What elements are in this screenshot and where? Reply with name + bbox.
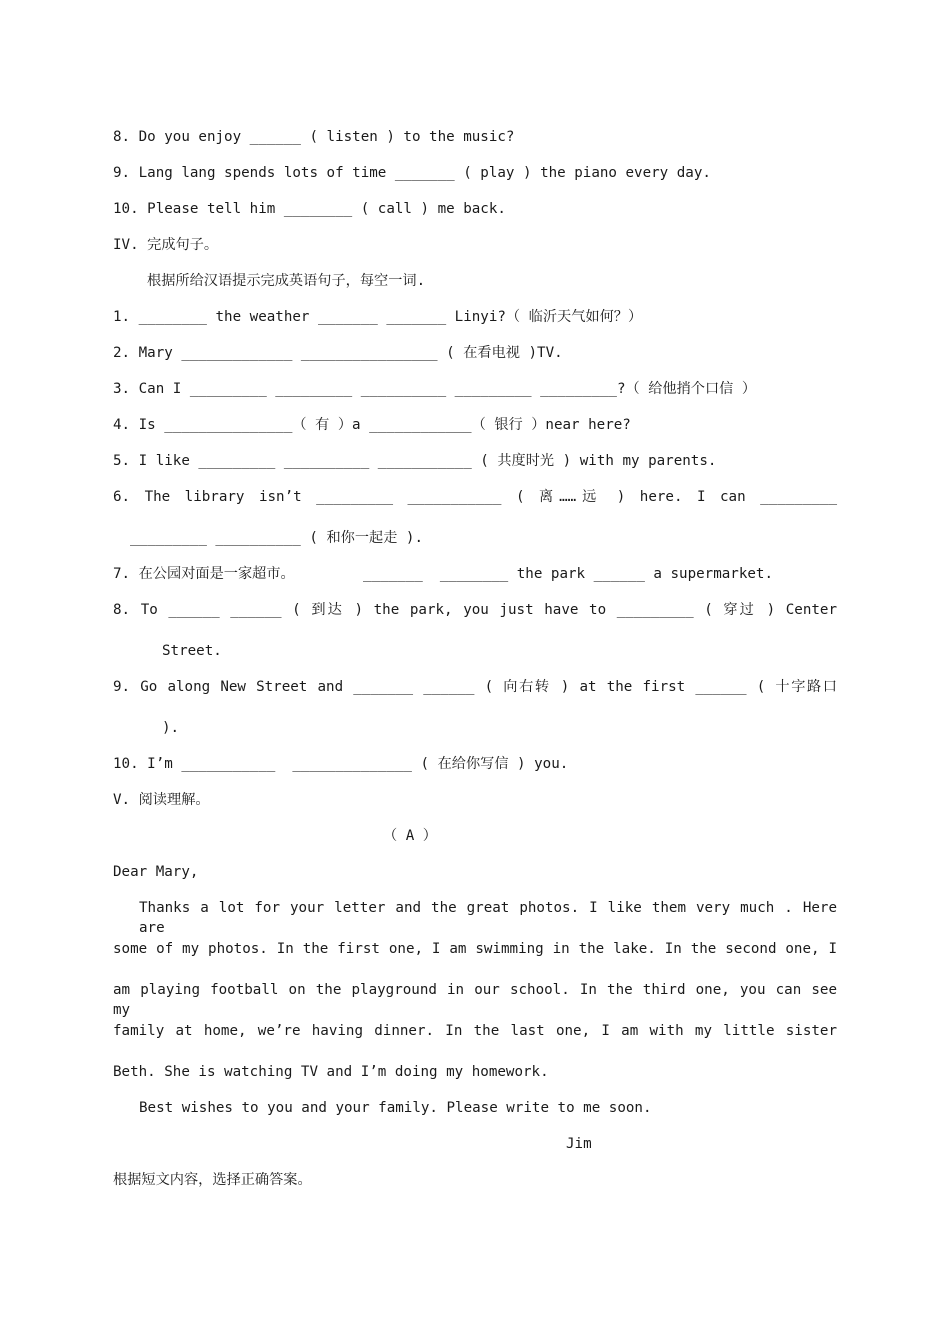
exercise-item: 8. To ______ ______ ( 到达 ) the park, you just have to _________ ( 穿过 ) Center [113,602,837,618]
passage-title: （ A ） [383,828,437,844]
exercise-item: 4. Is _______________（ 有 ）a ____________（ 银行 ）near here? [113,417,631,433]
letter-signature: Jim [566,1136,592,1152]
section-heading: V. 阅读理解。 [113,792,210,808]
letter-closing: Best wishes to you and your family. Please write to me soon. [139,1100,652,1116]
exercise-item: 10. Please tell him ________ ( call ) me back. [113,201,506,217]
section-instruction: 根据所给汉语提示完成英语句子，每空一词. [147,273,426,289]
exercise-item: 3. Can I _________ _________ __________ _________ _________?（ 给他捎个口信 ） [113,381,757,397]
exercise-item: 9. Lang lang spends lots of time _______ ( play ) the piano every day. [113,165,711,181]
exercise-item-continuation: Street. [162,643,222,659]
exercise-item: 9. Go along New Street and _______ ______ ( 向右转 ) at the first ______ ( 十字路口 [113,679,837,695]
exercise-item: 2. Mary _____________ ________________ ( 在看电视 )TV. [113,345,563,361]
exercise-item-continuation: _________ __________ ( 和你一起走 ). [130,530,424,546]
exercise-item-continuation: ). [162,720,180,736]
letter-line: am playing football on the playground in our school. In the third one, you can see my [113,982,837,1018]
section-heading: IV. 完成句子。 [113,237,219,253]
letter-line: Beth. She is watching TV and I’m doing my homework. [113,1064,549,1080]
exercise-item: 7. 在公园对面是一家超市。 _______ ________ the park ______ a supermarket. [113,566,774,582]
exercise-item: 6. The library isn’t _________ ___________ ( 离……远 ) here. I can _________ [113,489,837,505]
letter-line: Thanks a lot for your letter and the great photos. I like them very much . Here are [139,900,837,936]
letter-line: family at home, we’re having dinner. In the last one, I am with my little sister [113,1023,837,1039]
question-prompt: 根据短文内容，选择正确答案。 [113,1172,312,1188]
letter-salutation: Dear Mary, [113,864,199,880]
exercise-item: 5. I like _________ __________ ___________ ( 共度时光 ) with my parents. [113,453,717,469]
exercise-item: 8. Do you enjoy ______ ( listen ) to the music? [113,129,515,145]
letter-line: some of my photos. In the first one, I am swimming in the lake. In the second one, I [113,941,837,957]
exercise-item: 10. I’m ___________ ______________ ( 在给你写信 ) you. [113,756,569,772]
exercise-item: 1. ________ the weather _______ _______ Linyi?（ 临沂天气如何？） [113,309,643,325]
